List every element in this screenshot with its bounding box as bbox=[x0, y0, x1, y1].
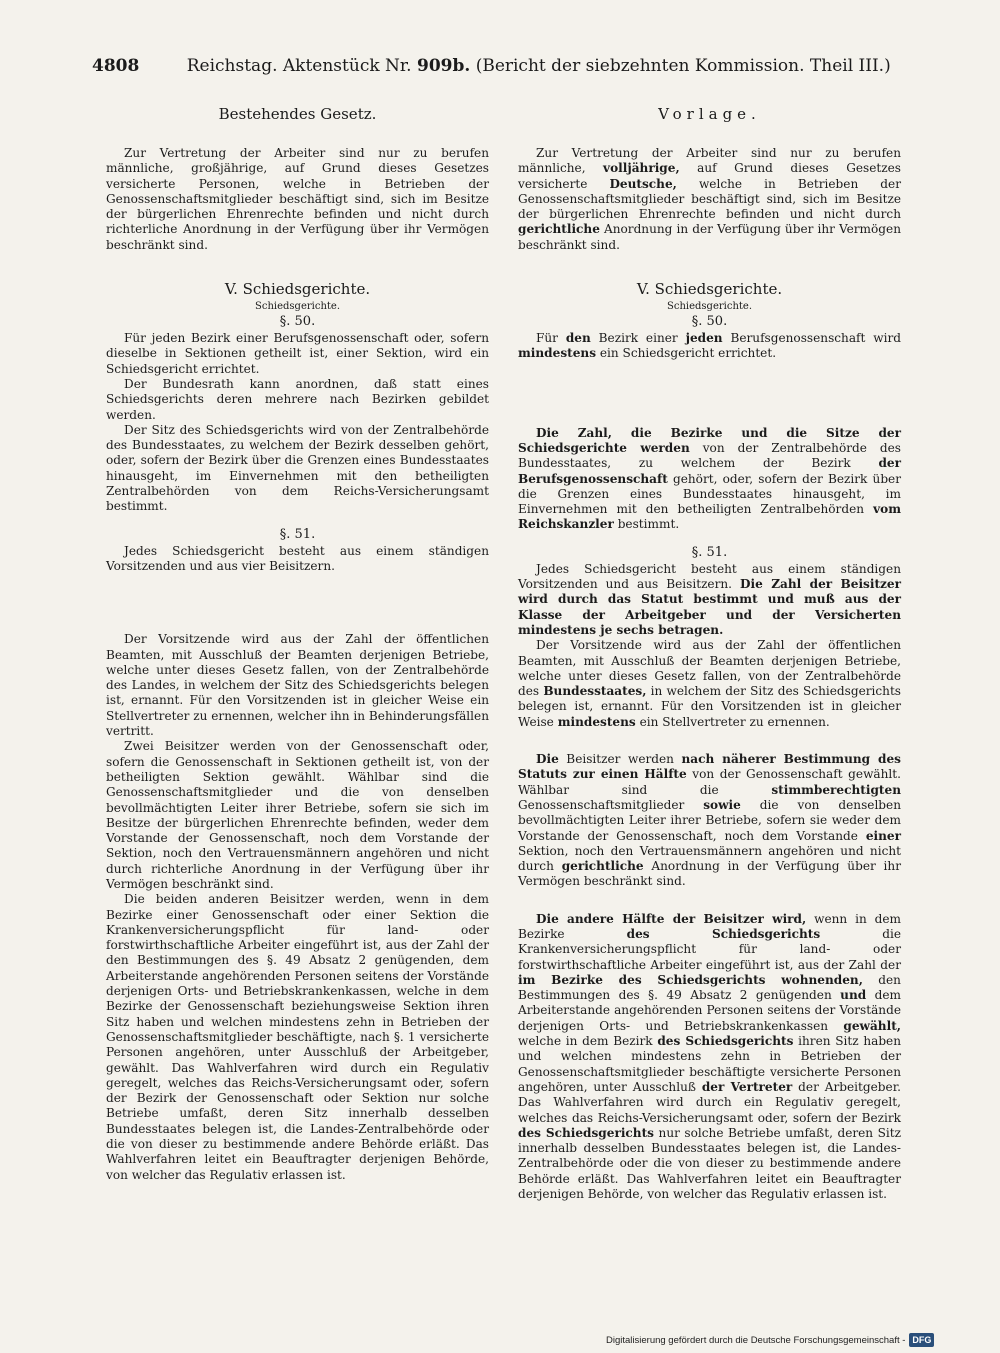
text-run: Sektion, noch den Vertrauensmännern angehören und nicht durch bbox=[518, 843, 901, 874]
right-s51-p4 bbox=[518, 912, 901, 1203]
text-run: die Krankenversicherungspflicht für land- oder forstwirthschaftliche Arbeiter eingeführt ist, aus der Zahl der bbox=[518, 926, 901, 972]
text-run: bestimmt. bbox=[613, 517, 680, 532]
left-intro: Zur Vertretung der Arbeiter sind nur zu berufen männliche, großjährige, auf Grund dieses Gesetzes versicherte Personen, welche in Betrieben der Genossenschaftsmitglieder beschäftigt sind, sich im Besitze der bürgerlichen Ehrenrechte befinden und nicht durch richterliche Anordnung in der Verfügung über ihr Vermögen beschränkt sind. bbox=[106, 146, 489, 252]
right-s50-p2 bbox=[518, 426, 901, 533]
text-run: ein Schiedsgericht errichtet. bbox=[596, 346, 777, 361]
left-s50-p3: Der Sitz des Schiedsgerichts wird von der Zentralbehörde des Bundesstaates, zu welchem der Bezirk desselben gehört, oder, sofern der Bezirk über die Grenzen eines Bundesstaates hinausgeht, im Einvernehmen mit den betheiligten Zentralbehörden von dem Reichs-Versicherungsamt bestimmt. bbox=[106, 422, 489, 514]
emphasis-run: Die Zahl, die Bezirke und die Sitze der Schiedsgerichte werden bbox=[518, 425, 901, 455]
emphasis-run: der Vertreter bbox=[701, 1079, 793, 1094]
text-run: ihren Sitz haben und welchen mindestens zehn in Betrieben der Genossenschaftsmitglieder beschäftigte versicherte Personen angehören, unter Ausschluß bbox=[518, 1034, 902, 1094]
left-s51-p1: Jedes Schiedsgericht besteht aus einem ständigen Vorsitzenden und aus vier Beisitzern. bbox=[106, 543, 489, 573]
emphasis-run: der Berufsgenossenschaft bbox=[518, 456, 901, 486]
document-label: Aktenstück Nr. bbox=[282, 56, 412, 76]
emphasis-run: im Bezirke des Schiedsgerichts wohnenden, bbox=[518, 972, 863, 987]
left-section-title: V. Schiedsgerichte. bbox=[224, 280, 371, 299]
credit-text: Digitalisierung gefördert durch die Deutsche Forschungsgemeinschaft - bbox=[606, 1335, 906, 1346]
emphasis-run: volljährige, bbox=[603, 161, 680, 176]
right-s50-p1 bbox=[518, 331, 901, 362]
emphasis-run: und bbox=[840, 988, 867, 1003]
left-column bbox=[106, 100, 489, 1183]
page-header bbox=[92, 55, 932, 77]
right-s51-p3 bbox=[518, 752, 901, 890]
text-run: Zur Vertretung der Arbeiter sind nur zu berufen männliche, bbox=[518, 146, 901, 176]
emphasis-run: mindestens bbox=[557, 714, 636, 729]
emphasis-run: stimmberechtigten bbox=[771, 782, 901, 797]
emphasis-run: den bbox=[565, 331, 591, 346]
emphasis-run: des Schiedsgerichts bbox=[626, 926, 821, 941]
text-run: Bezirk einer bbox=[590, 331, 686, 346]
emphasis-run: nach näherer Bestimmung des Statuts zur einen Hälfte bbox=[518, 752, 901, 782]
text-run: Anordnung in der Verfügung über ihr Vermögen beschränkt sind. bbox=[518, 222, 901, 252]
text-run: wenn in dem Bezirke bbox=[518, 911, 901, 941]
emphasis-run: des Schiedsgerichts bbox=[657, 1034, 794, 1049]
text-run: auf Grund dieses Gesetzes versicherte bbox=[518, 161, 901, 191]
text-run: Genossenschaftsmitglieder bbox=[518, 797, 704, 812]
text-run: Anordnung in der Verfügung über ihr Vermögen beschränkt sind. bbox=[518, 859, 901, 889]
right-section-title: V. Schiedsgerichte. bbox=[636, 280, 783, 299]
header-subtitle: (Bericht der siebzehnten Kommission. Theil III.) bbox=[475, 56, 891, 76]
left-s50-number: §. 50. bbox=[279, 314, 316, 330]
emphasis-run: Bundesstaates, bbox=[543, 684, 647, 699]
left-section-subtitle: Schiedsgerichte. bbox=[255, 301, 340, 313]
emphasis-run: einer bbox=[865, 828, 901, 843]
text-run: ein Stellvertreter zu ernennen. bbox=[635, 714, 830, 729]
document-number: 909b. bbox=[416, 56, 471, 76]
right-column-heading: Vorlage. bbox=[658, 105, 761, 123]
text-run: Jedes Schiedsgericht besteht aus einem ständigen Vorsitzenden und aus Beisitzern. bbox=[518, 561, 901, 592]
left-column-heading: Bestehendes Gesetz. bbox=[218, 105, 377, 123]
emphasis-run: gewählt, bbox=[843, 1018, 901, 1033]
dfg-logo: DFG bbox=[909, 1333, 934, 1347]
digitization-credit bbox=[606, 1333, 986, 1348]
text-run: gehört, oder, sofern der Bezirk über die Grenzen eines Bundesstaates hinausgeht, im Einvernehmen mit den betheiligten Zentralbehörden bbox=[518, 471, 901, 517]
emphasis-run: gerichtliche bbox=[561, 859, 644, 874]
text-run: Beisitzer werden bbox=[558, 752, 682, 767]
text-run: dem Arbeiterstande angehörenden Personen seitens der Vorstände derjenigen Orts- und Betriebskrankenkassen bbox=[518, 988, 901, 1033]
emphasis-run: Die bbox=[536, 752, 559, 767]
emphasis-run: sowie bbox=[703, 797, 741, 812]
emphasis-run: jeden bbox=[685, 331, 723, 346]
right-s50-number: §. 50. bbox=[691, 314, 728, 330]
right-section-subtitle: Schiedsgerichte. bbox=[667, 301, 752, 313]
left-s50-p1: Für jeden Bezirk einer Berufsgenossenschaft oder, sofern dieselbe in Sektionen getheilt ist, einer Sektion, wird ein Schiedsgericht errichtet. bbox=[106, 331, 489, 376]
left-s51-p2: Der Vorsitzende wird aus der Zahl der öffentlichen Beamten, mit Ausschluß der Beamten derjenigen Betriebe, welche unter dieses Gesetz fallen, von der Zentralbehörde des Landes, in welchem der Sitz des Schiedsgerichts belegen ist, ernannt. Für den Vorsitzenden ist in gleicher Weise ein Stellvertreter zu ernennen, welcher ihn in Behinderungsfällen vertritt. bbox=[106, 632, 489, 739]
left-s51-number: §. 51. bbox=[279, 526, 316, 542]
left-s51-p4: Die beiden anderen Beisitzer werden, wenn in dem Bezirke einer Genossenschaft oder einer Sektion die Krankenversicherungspflicht für land- oder forstwirthschaftliche Arbeiter eingeführt ist, aus der Zahl der den Bestimmungen des §. 49 Absatz 2 genügenden, dem Arbeiterstande angehörenden Personen seitens der Vorstände derjenigen Orts- und Betriebskrankenkassen, welche in dem Bezirke der Genossenschaft beziehungsweise Sektion ihren Sitz haben und welchen mindestens zehn in Betrieben der Genossenschaftsmitglieder beschäftigte, nach §. 1 versicherte Personen angehören, unter Ausschluß der Arbeitgeber, gewählt. Das Wahlverfahren wird durch ein Regulativ geregelt, welches das Reichs-Versicherungsamt oder, sofern der Bezirk der Genossenschaft oder Sektion nur solche Betriebe umfaßt, deren Sitz innerhalb desselben Bundesstaates belegen ist, die Landes-Zentralbehörde oder die von dieser zu bestimmende andere Behörde erläßt. Das Wahlverfahren leitet ein Beauftragter derjenigen Behörde, von welcher das Regulativ erlassen ist. bbox=[106, 892, 489, 1182]
text-run: die von denselben bevollmächtigten Leiter ihrer Betriebe, sofern sie weder dem Vorstande der Genossenschaft, noch dem Vorstande bbox=[518, 797, 901, 843]
text-run: den Bestimmungen des §. 49 Absatz 2 genügenden bbox=[518, 972, 901, 1003]
right-s51-p2 bbox=[518, 638, 901, 730]
left-s51-p3: Zwei Beisitzer werden von der Genossenschaft oder, sofern die Genossenschaft in Sektionen getheilt ist, von der betheiligten Sektion gewählt. Wählbar sind die Genossenschaftsmitglieder und die von denselben bevollmächtigten Leiter ihrer Betriebe, sofern sie sich im Besitze der bürgerlichen Ehrenrechte befinden, weder dem Vorstande der Genossenschaft, noch dem Vorstande der Sektion, noch den Vertrauensmännern angehören und nicht durch richterliche Anordnung in der Verfügung über ihr Vermögen beschränkt sind. bbox=[106, 739, 489, 891]
right-intro bbox=[518, 146, 901, 253]
right-s51-number: §. 51. bbox=[691, 544, 728, 560]
text-run: Für bbox=[536, 331, 566, 346]
text-run: Berufsgenossenschaft wird bbox=[722, 331, 901, 346]
text-run: welche in Betrieben der Genossenschaftsmitglieder beschäftigt sind, sich im Besitze der bürgerlichen Ehrenrechte befinden und nicht durch bbox=[518, 176, 901, 222]
publication-name: Reichstag. bbox=[186, 56, 278, 76]
text-run: von der Genossenschaft gewählt. Wählbar sind die bbox=[518, 767, 901, 797]
text-run: in welchem der Sitz des Schiedsgerichts belegen ist, ernannt. Für den Vorsitzenden ist in gleicher Weise bbox=[518, 684, 902, 729]
text-run: welche in dem Bezirk bbox=[518, 1034, 658, 1049]
emphasis-run: Die Zahl der Beisitzer wird durch das Statut bestimmt und muß aus der Klasse der Arbeitgeber und der Versicherten mindestens je sechs betragen. bbox=[518, 577, 901, 637]
emphasis-run: mindestens bbox=[518, 346, 597, 361]
emphasis-run: des Schiedsgerichts bbox=[518, 1125, 654, 1140]
text-run: Der Vorsitzende wird aus der Zahl der öffentlichen Beamten, mit Ausschluß der Beamten derjenigen Betriebe, welche unter dieses Gesetz fallen, von der Zentralbehörde des bbox=[518, 638, 901, 699]
emphasis-run: Deutsche, bbox=[609, 176, 677, 191]
right-column bbox=[518, 100, 901, 1202]
emphasis-run: vom Reichskanzler bbox=[518, 502, 901, 532]
page-number: 4808 bbox=[92, 56, 140, 76]
left-s50-p2: Der Bundesrath kann anordnen, daß statt eines Schiedsgerichts deren mehrere nach Bezirken gebildet werden. bbox=[106, 376, 489, 422]
text-run: der Arbeitgeber. Das Wahlverfahren wird durch ein Regulativ geregelt, welches das Reichs-Versicherungsamt oder, sofern der Bezirk bbox=[518, 1079, 901, 1125]
right-s51-p1 bbox=[518, 562, 901, 638]
emphasis-run: Die andere Hälfte der Beisitzer wird, bbox=[536, 911, 807, 926]
text-run: von der Zentralbehörde des Bundesstaates, zu welchem der Bezirk bbox=[518, 440, 901, 471]
text-run: nur solche Betriebe umfaßt, deren Sitz innerhalb desselben Bundesstaates belegen ist, die Landes-Zentralbehörde oder die von dieser zu bestimmende andere Behörde erläßt. Das Wahlverfahren leitet ein Beauftragter derjenigen Behörde, von welcher das Regulativ erlassen ist. bbox=[518, 1125, 902, 1202]
emphasis-run: gerichtliche bbox=[518, 222, 600, 237]
